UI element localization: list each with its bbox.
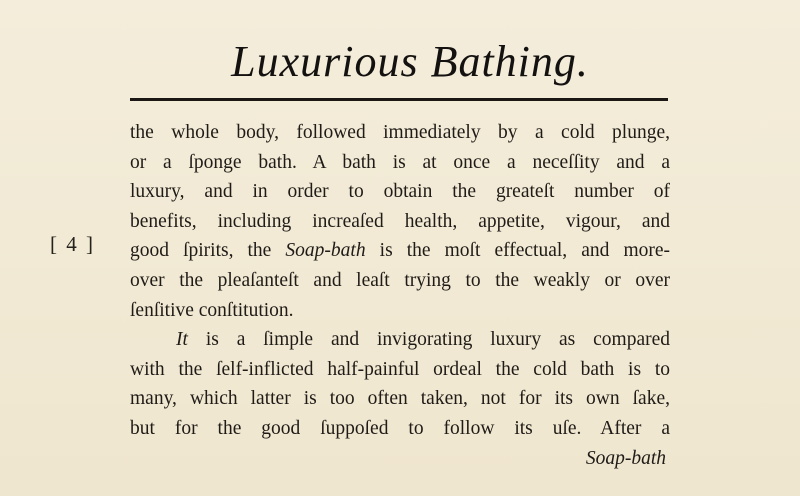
- catchword: Soap-bath: [585, 447, 666, 469]
- text-line: ſenſitive conſtitution.: [130, 299, 294, 321]
- text-line: with the ſelf-inflicted half-painful ordeal the cold bath is to: [130, 358, 670, 380]
- italic-term: It: [176, 329, 188, 351]
- text-line: but for the good ſuppoſed to follow its uſe. After a: [130, 417, 670, 439]
- page-number: [ 4 ]: [50, 232, 95, 256]
- body-text: [130, 118, 670, 473]
- text-line: the whole body, followed immediately by a cold plunge,: [130, 122, 670, 143]
- header-rule: [130, 98, 668, 101]
- text-line: over the pleaſanteſt and leaſt trying to the weakly or over: [130, 269, 670, 291]
- text-line: [130, 325, 670, 355]
- text-line: many, which latter is too often taken, not for its own ſake,: [130, 388, 670, 410]
- text-line: benefits, including increaſed health, appetite, vigour, and: [130, 210, 670, 232]
- text-line: or a ſponge bath. A bath is at once a neceſſity and a: [130, 151, 670, 173]
- text-segment: is the moſt effectual, and more-: [379, 240, 671, 262]
- italic-term: Soap-bath: [285, 240, 366, 262]
- page-title: Luxurious Bathing.: [231, 37, 589, 86]
- text-line: [130, 236, 670, 266]
- text-line: luxury, and in order to obtain the greateſt number of: [130, 181, 670, 203]
- text-segment: good ſpirits, the: [130, 240, 272, 262]
- text-segment: is a ſimple and invigorating luxury as compared: [205, 329, 670, 351]
